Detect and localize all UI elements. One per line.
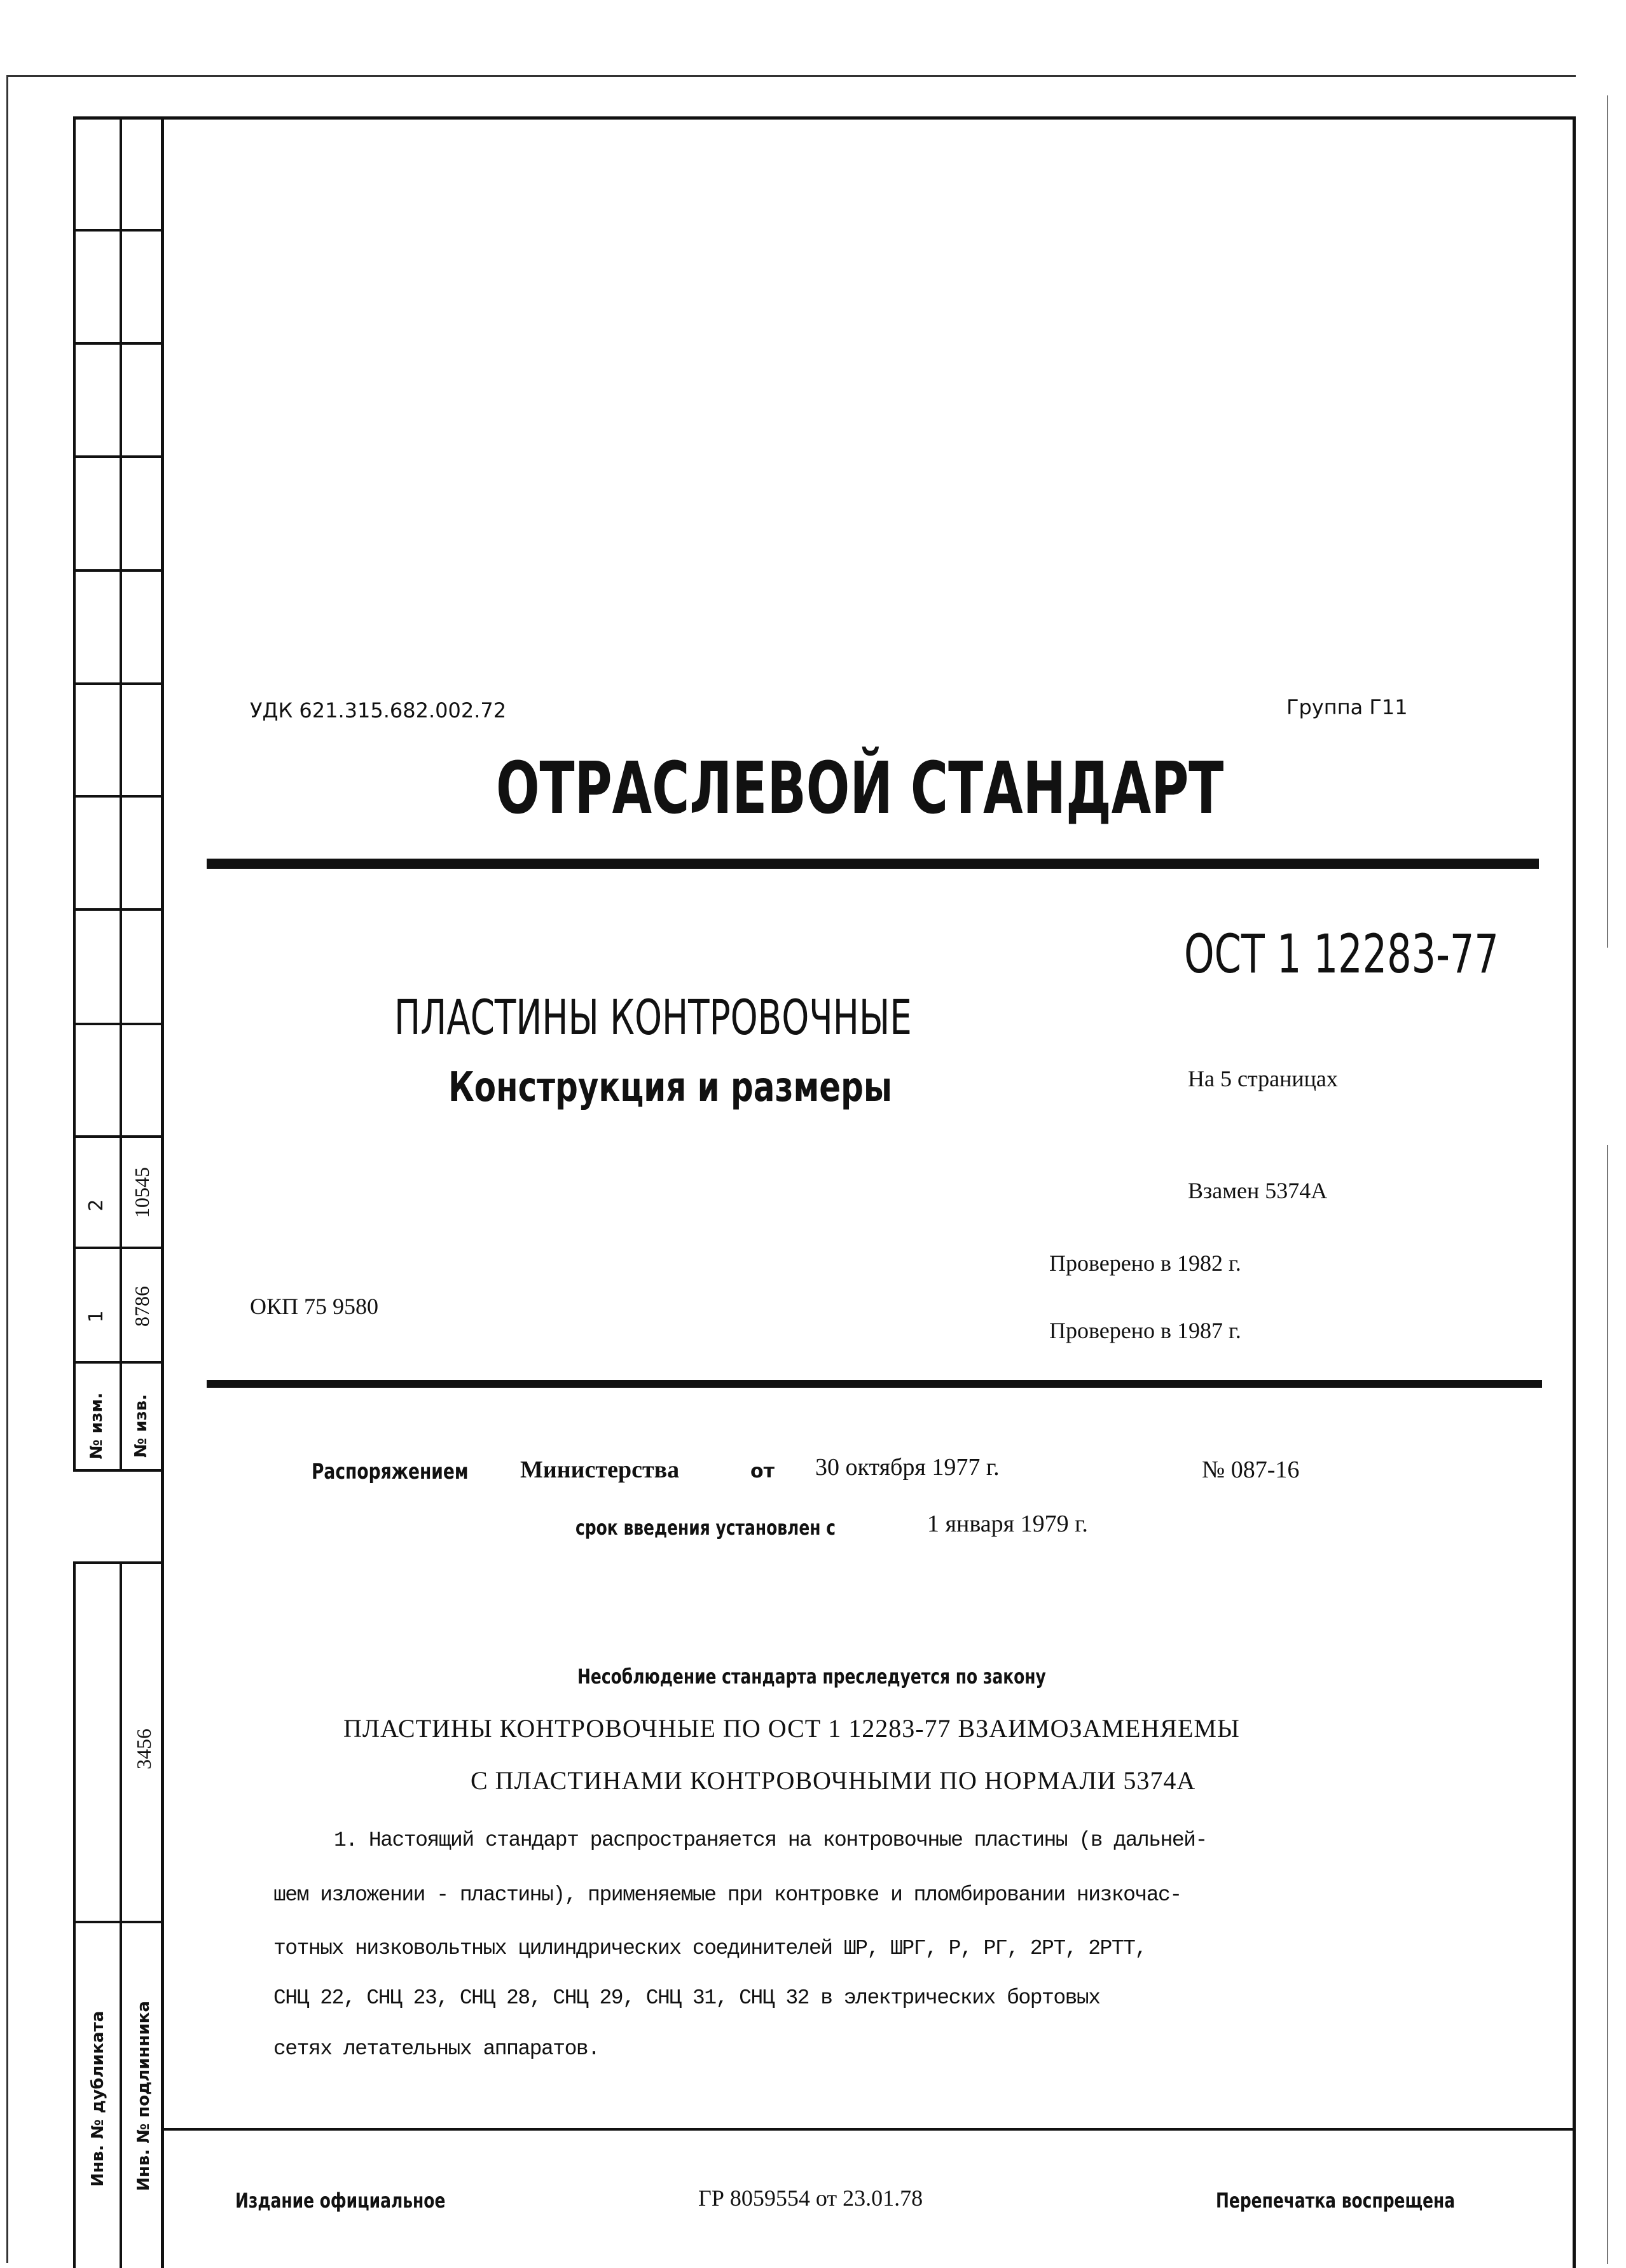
replaces: Взамен 5374А <box>1188 1178 1328 1203</box>
decree-label: Распоряжением <box>312 1459 469 1484</box>
paragraph-1-line: 1. Настоящий стандарт распространяется на контровочные пластины (в дальней- <box>334 1829 1207 1852</box>
frame-top <box>73 116 1576 120</box>
standard-name: ПЛАСТИНЫ КОНТРОВОЧНЫЕ <box>394 989 912 1046</box>
footer-reprint: Перепечатка воспрещена <box>1216 2188 1456 2213</box>
standard-number: ОСТ 1 12283-77 <box>1184 923 1499 985</box>
udk-code: УДК 621.315.682.002.72 <box>250 698 507 723</box>
checked-1982: Проверено в 1982 г. <box>1049 1250 1241 1276</box>
paragraph-1-line: шем изложении - пластины), применяемые при контровке и пломбировании низкочас- <box>273 1883 1182 1907</box>
page-title: ОТРАСЛЕВОЙ СТАНДАРТ <box>496 747 1224 830</box>
term-label: срок введения установлен с <box>575 1516 836 1540</box>
decree-from: от <box>750 1460 775 1483</box>
side-orig-value: 3456 <box>132 1729 155 1769</box>
frame-side-col-mid <box>120 116 122 1470</box>
side-izv-label: № изв. <box>132 1394 151 1458</box>
identity-rule <box>207 1380 1542 1388</box>
paragraph-1-line: сетях летательных аппаратов. <box>273 2037 600 2061</box>
frame-side-col1-left <box>73 116 76 1470</box>
side-row <box>73 569 162 572</box>
side-izv-value: 10545 <box>130 1167 153 1218</box>
frame-main-left <box>161 116 164 2268</box>
decree-number: № 087-16 <box>1202 1456 1300 1483</box>
checked-1987: Проверено в 1987 г. <box>1049 1318 1241 1343</box>
frame-right-edge <box>1607 95 1608 948</box>
side-izv-value: 8786 <box>130 1286 153 1327</box>
group-code: Группа Г11 <box>1286 695 1408 719</box>
footer-rule <box>161 2128 1576 2131</box>
side-row <box>73 229 162 232</box>
side-row <box>73 1921 162 1923</box>
side-row <box>73 1247 162 1249</box>
frame-right-edge-lower <box>1607 1145 1608 2264</box>
side-row <box>73 342 162 345</box>
side-izm-value: 2 <box>85 1199 107 1212</box>
side-orig-label: Инв. № подлинника <box>134 2001 153 2191</box>
frame-right <box>1573 116 1576 2268</box>
law-notice: Несоблюдение стандарта преследуется по закону <box>577 1664 1046 1689</box>
footer-gr: ГР 8059554 от 23.01.78 <box>698 2185 923 2211</box>
frame-left-outer <box>6 75 8 2263</box>
side-row <box>73 908 162 911</box>
side-row-bottom <box>73 1469 162 1472</box>
side-row <box>73 682 162 685</box>
side-row <box>73 1135 162 1138</box>
side-izm-value: 1 <box>85 1310 107 1323</box>
side-dup-label: Инв. № дубликата <box>88 2010 107 2187</box>
paragraph-1-line: СНЦ 22, СНЦ 23, СНЦ 28, СНЦ 29, СНЦ 31, СНЦ 32 в электрических бортовых <box>273 1986 1100 2010</box>
side-row <box>73 1361 162 1364</box>
page-count: На 5 страницах <box>1188 1066 1338 1091</box>
interchange-line-1: ПЛАСТИНЫ КОНТРОВОЧНЫЕ ПО ОСТ 1 12283-77 ВЗАИМОЗАМЕНЯЕМЫ <box>343 1714 1240 1743</box>
standard-subtitle: Конструкция и размеры <box>448 1064 893 1111</box>
frame-side-col1-left-lower <box>73 1561 76 2268</box>
paragraph-1-line: тотных низковольтных цилиндрических соединителей ШР, ШРГ, Р, РГ, 2РТ, 2РТТ, <box>273 1937 1147 1960</box>
frame-side-col-mid-lower <box>120 1561 122 2268</box>
interchange-line-2: С ПЛАСТИНАМИ КОНТРОВОЧНЫМИ ПО НОРМАЛИ 5374А <box>471 1766 1196 1795</box>
side-row <box>73 1561 162 1564</box>
term-date: 1 января 1979 г. <box>927 1511 1088 1537</box>
decree-date: 30 октября 1977 г. <box>815 1454 1000 1481</box>
decree-ministry: Министерства <box>520 1456 680 1483</box>
frame-top-outer <box>6 75 1576 77</box>
side-izm-label: № изм. <box>87 1392 106 1460</box>
footer-official: Издание официальное <box>235 2188 446 2213</box>
okp-code: ОКП 75 9580 <box>250 1294 379 1319</box>
side-row <box>73 455 162 458</box>
side-row <box>73 1023 162 1025</box>
side-row <box>73 795 162 798</box>
title-rule <box>207 859 1539 869</box>
